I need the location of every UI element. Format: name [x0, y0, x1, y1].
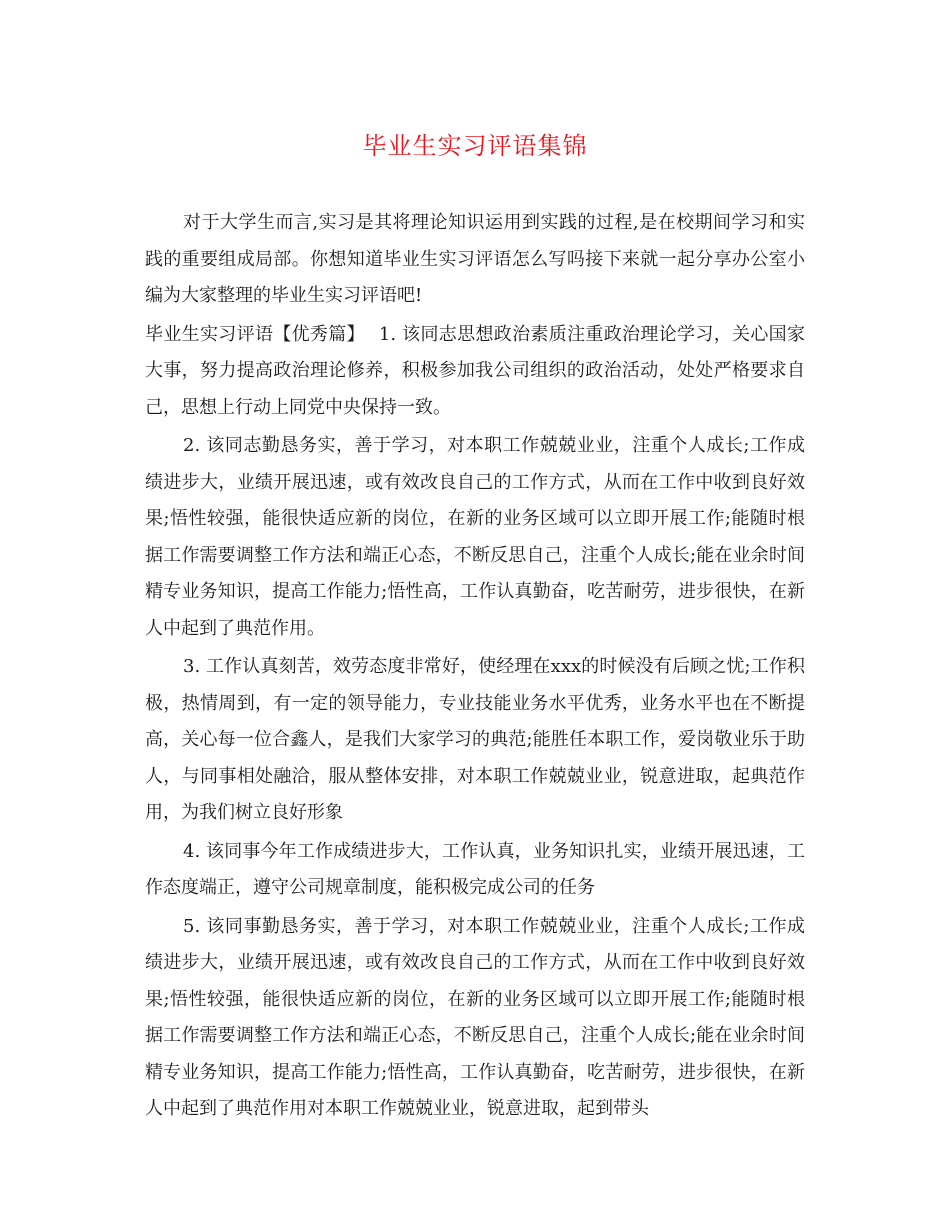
item-4: 4. 该同事今年工作成绩进步大，工作认真，业务知识扎实，业绩开展迅速，工作态度端正，遵守公司规章制度，能积极完成公司的任务	[145, 840, 805, 898]
section-heading: 毕业生实习评语【优秀篇】	[145, 323, 365, 345]
intro-paragraph: 对于大学生而言,实习是其将理论知识运用到实践的过程,是在校期间学习和实践的重要组成局部。你想知道毕业生实习评语怎么写吗接下来就一起分享办公室小编为大家整理的毕业生实习评语吧!	[145, 212, 805, 306]
section-paragraph	[145, 317, 805, 427]
item-2: 2. 该同志勤恳务实，善于学习，对本职工作兢兢业业，注重个人成长;工作成绩进步大，业绩开展迅速，或有效改良自己的工作方式，从而在工作中收到良好效果;悟性较强，能很快适应新的岗位，在新的业务区域可以立即开展工作;能随时根据工作需要调整工作方法和端正心态，不断反思自己，注重个人成长;能在业余时间精专业务知识，提高工作能力;悟性高，工作认真勤奋，吃苦耐劳，进步很快，在新人中起到了典范作用。	[145, 435, 805, 639]
item-5: 5. 该同事勤恳务实，善于学习，对本职工作兢兢业业，注重个人成长;工作成绩进步大，业绩开展迅速，或有效改良自己的工作方式，从而在工作中收到良好效果;悟性较强，能很快适应新的岗位，在新的业务区域可以立即开展工作;能随时根据工作需要调整工作方法和端正心态，不断反思自己，注重个人成长;能在业余时间精专业务知识，提高工作能力;悟性高，工作认真勤奋，吃苦耐劳，进步很快，在新人中起到了典范作用对本职工作兢兢业业，锐意进取，起到带头	[145, 915, 805, 1119]
page-title: 毕业生实习评语集锦	[362, 132, 588, 160]
item-3: 3. 工作认真刻苦，效劳态度非常好，使经理在xxx的时候没有后顾之忧;工作积极，热情周到，有一定的领导能力，专业技能业务水平优秀，业务水平也在不断提高，关心每一位合鑫人，是我们大家学习的典范;能胜任本职工作，爱岗敬业乐于助人，与同事相处融洽，服从整体安排，对本职工作兢兢业业，锐意进取，起典范作用，为我们树立良好形象	[145, 656, 805, 823]
item-1: 1. 该同志思想政治素质注重政治理论学习，关心国家大事，努力提高政治理论修养，积极参加我公司组织的政治活动，处处严格要求自己，思想上行动上同党中央保持一致。	[145, 323, 805, 418]
document-body	[145, 205, 805, 1130]
